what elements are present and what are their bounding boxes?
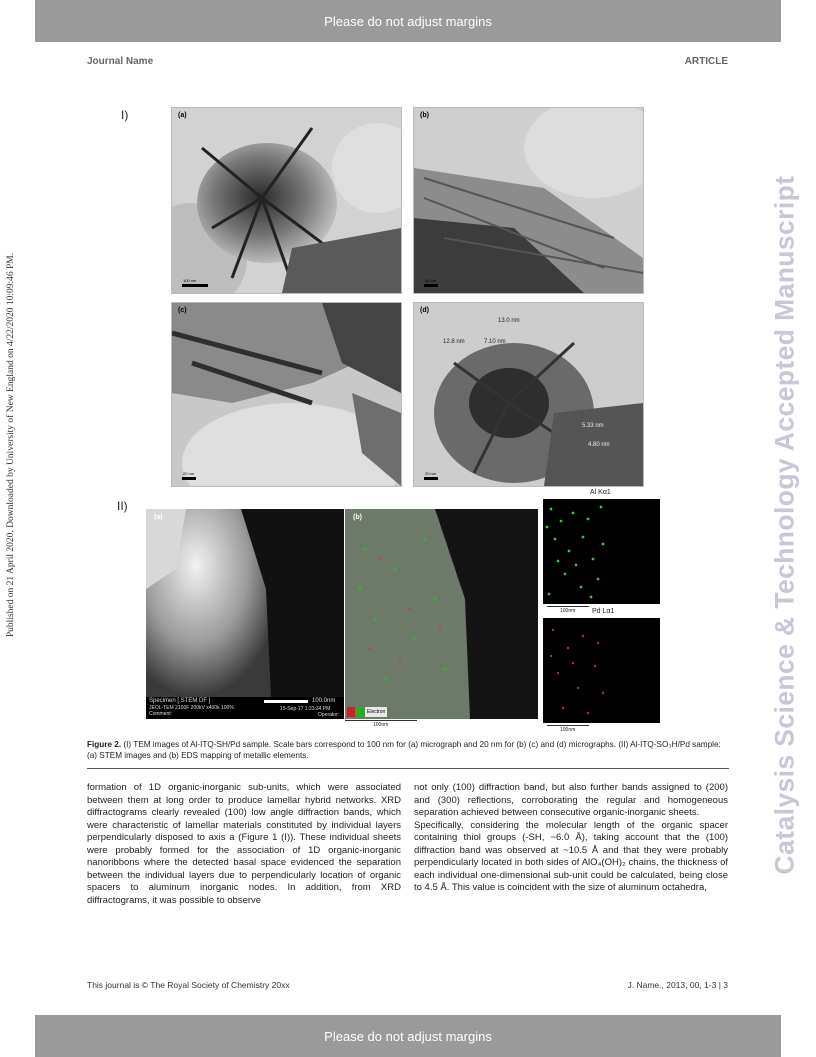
citation-footer: J. Name., 2013, 00, 1-3 | 3: [627, 980, 728, 990]
tem-panel-b: [413, 107, 644, 294]
pd-scale-bar: [547, 725, 589, 726]
element-label-al: Al Kα1: [590, 489, 611, 496]
scale-text-b: 20 nm: [425, 278, 437, 283]
tem-label-d: (d): [420, 307, 429, 314]
scale-text-d: 20 nm: [425, 471, 437, 476]
eds-scale-bar: [345, 720, 417, 721]
tem-panel-a: [171, 107, 402, 294]
watermark-text: Catalysis Science & Technology Accepted Manuscript: [769, 175, 800, 875]
tem-label-a: (a): [178, 112, 187, 119]
stem-scale-bar: [264, 700, 308, 703]
stem-operator: Operator:: [318, 712, 340, 718]
body-left-column: [87, 782, 401, 907]
scale-text-a: 100 nm: [183, 278, 197, 283]
copyright-footer: This journal is © The Royal Society of Chemistry 20xx: [87, 980, 290, 990]
tem-label-c: (c): [178, 307, 187, 314]
bottom-banner: [35, 1015, 781, 1057]
stem-label-b: (b): [353, 514, 362, 521]
tem-image-c: [172, 303, 401, 486]
stem-info-line3: Comment:: [149, 711, 173, 717]
element-label-pd: Pd Lα1: [592, 608, 615, 615]
part-ii-label: II): [117, 499, 128, 513]
body-paragraph: formation of 1D organic-inorganic sub-units, which were associated between them at long order to produce lamellar hybrid networks. XRD diffractograms clearly revealed (100) low angle diffraction bands, which were characteristic of lamellar materials constituted by individual layers perpendicularly disposed to axis a (Figure 1 (I)). These individual sheets were probably formed for the association of 1D organic-inorganic nanoribbons where the detected basal space evidenced the separation between the individual layers due to perpendicularly location of organic spacers to aluminum inorganic nodes. In addition, from XRD diffractograms, it was possible to observe: [87, 782, 401, 906]
bottom-banner-text: Please do not adjust margins: [324, 1028, 492, 1044]
stem-info-line2: JEOL-TEM 2100F 200kV x400k 100%: [149, 705, 234, 711]
pd-map-image: [543, 618, 660, 723]
body-right-column: [414, 782, 728, 895]
measurement-label: 7.10 nm: [484, 339, 506, 345]
section-label: ARTICLE: [684, 56, 728, 67]
tem-image-a: [172, 108, 401, 293]
download-notice: [5, 215, 17, 675]
scale-text-c: 20 nm: [183, 471, 195, 476]
body-paragraph: Specifically, considering the molecular length of the organic spacer containing thiol groups (-SH, ~6.0 Å), taking account that the (100) diffraction band was observed at ~10.5 Å and that they were probably perpendicularly located in both sides of AlO₄(OH)₂ chains, the thickness of each individual one-dimensional sub-unit could be calculated, being close to 4.5 Å. This value is coincident with the size of aluminum octahedra,: [414, 819, 728, 893]
body-paragraph: not only (100) diffraction band, but also further bands assigned to (200) and (300) reflections, corroborating the regular and homogeneous separation achieved between consecutive organic-inorganic sheets.: [414, 782, 728, 818]
tem-label-b: (b): [420, 112, 429, 119]
part-i-label: I): [121, 108, 129, 122]
stem-eds-overlay-image: [345, 509, 538, 719]
download-notice-text: Published on 21 April 2020. Downloaded by University of New England on 4/22/2020 10:09:46 PM.: [6, 252, 16, 638]
caption-label: Figure 2.: [87, 740, 122, 749]
measurement-label: 12.8 nm: [443, 339, 465, 345]
top-banner: [35, 0, 781, 42]
scale-bar-a: [182, 284, 208, 287]
measurement-label: 13.0 nm: [498, 318, 520, 324]
eds-map-pd: [543, 618, 660, 723]
pd-scale-text: 100nm: [560, 727, 576, 733]
scale-bar-d: [424, 477, 438, 480]
measurement-label: 5.33 nm: [582, 423, 604, 429]
al-map-image: [543, 499, 660, 604]
stem-label-a: (a): [154, 514, 163, 521]
red-channel-swatch: [347, 707, 355, 717]
tem-image-b: [414, 108, 643, 293]
scale-bar-c: [182, 477, 196, 480]
stem-panel-b: [345, 509, 538, 719]
top-banner-text: Please do not adjust margins: [324, 13, 492, 29]
measurement-label: 4.80 nm: [588, 442, 610, 448]
eds-map-al: [543, 499, 660, 604]
stem-scale-text: 100.0nm: [312, 698, 336, 704]
manuscript-watermark: [762, 130, 808, 920]
caption-text: (I) TEM images of Al-ITQ-SH/Pd sample. Scale bars correspond to 100 nm for (a) micrograph and 20 nm for (b) (c) and (d) micrographs. (II) Al-ITQ-SO₃H/Pd sample: (a) STEM images and (b) EDS mapping of metallic elements.: [87, 740, 721, 760]
scale-bar-b: [424, 284, 438, 287]
caption-divider: [87, 768, 729, 769]
tem-panel-d: [413, 302, 644, 487]
figure-caption: [87, 739, 727, 761]
journal-name: Journal Name: [87, 56, 154, 67]
stem-image-a: [146, 509, 344, 697]
stem-date: 15-Sep-17 1:33:34 PM: [280, 706, 331, 712]
tem-panel-c: [171, 302, 402, 487]
al-scale-text: 100nm: [560, 608, 576, 614]
stem-infobar: [146, 697, 344, 719]
tem-image-d: [414, 303, 643, 486]
electron-tag: Electron: [367, 709, 386, 715]
stem-panel-a: [146, 509, 344, 719]
eds-scale-text: 100nm: [373, 722, 389, 728]
stem-info-line1: Specimen [ STEM DF ]: [149, 698, 211, 704]
al-scale-bar: [547, 606, 589, 607]
green-channel-swatch: [356, 707, 364, 717]
